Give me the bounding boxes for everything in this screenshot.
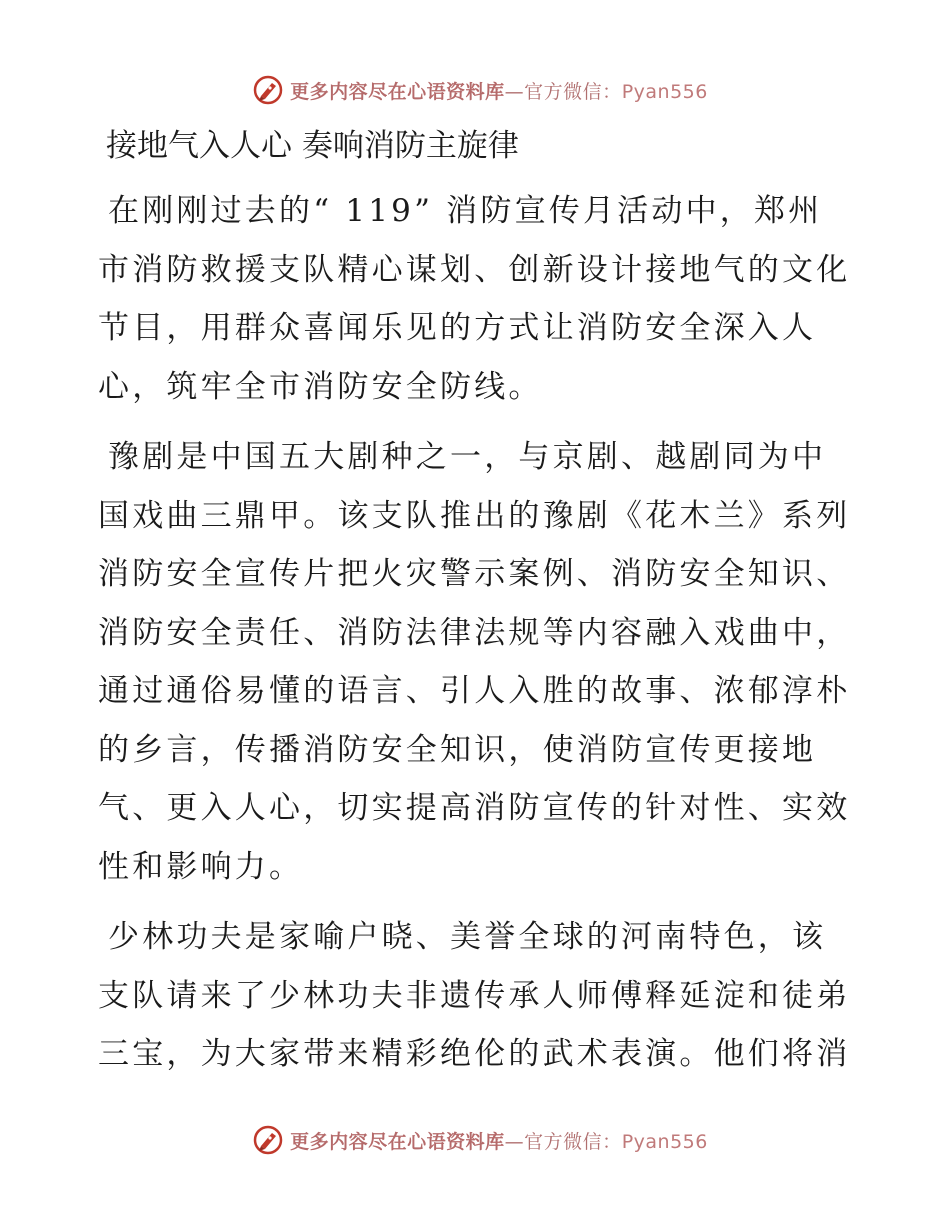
pen-nib-logo-icon: [252, 74, 284, 106]
paragraph-line: 通过通俗易懂的语言、引人入胜的故事、浓郁淳朴: [98, 673, 851, 709]
dash: —: [504, 1130, 525, 1153]
banner-text: [290, 1127, 708, 1154]
site-name: 更多内容尽在心语资料库: [290, 1130, 505, 1153]
wechat-id: Pyan556: [621, 80, 708, 103]
paragraph-3: [98, 908, 858, 1084]
dash: —: [504, 80, 525, 103]
paragraph-line: 性和影响力。: [98, 848, 304, 885]
paragraph-line: 支队请来了少林功夫非遗传承人师傅释延淀和徒弟: [98, 977, 851, 1014]
wechat-label: 官方微信：: [524, 1130, 622, 1153]
document-title: 接地气入人心 奏响消防主旋律: [106, 128, 519, 164]
paragraph-line: 三宝，为大家带来精彩绝伦的武术表演。他们将消: [98, 1036, 851, 1072]
paragraph-line: 少林功夫是家喻户晓、美誉全球的河南特色，该: [108, 919, 827, 955]
paragraph-line: 节目，用群众喜闻乐见的方式让消防安全深入人: [98, 310, 817, 346]
banner-inner: [252, 74, 708, 106]
paragraph-1: [98, 182, 858, 416]
wechat-id: Pyan556: [621, 1130, 708, 1153]
paragraph-line: 气、更入人心，切实提高消防宣传的针对性、实效: [98, 790, 851, 826]
wechat-label: 官方微信：: [524, 80, 622, 103]
paragraph-line: 消防安全宣传片把火灾警示案例、消防安全知识、: [98, 556, 851, 592]
document-body: [98, 120, 858, 1096]
paragraph-line: 市消防救援支队精心谋划、创新设计接地气的文化: [98, 251, 851, 288]
paragraph-2: [98, 428, 858, 896]
paragraph-line: 心，筑牢全市消防安全防线。: [98, 368, 543, 405]
paragraph-line: 国戏曲三鼎甲。该支队推出的豫剧《花木兰》系列: [98, 497, 851, 534]
footer-banner: [0, 1120, 950, 1160]
banner-text: [290, 77, 708, 104]
paragraph-line: 豫剧是中国五大剧种之一，与京剧、越剧同为中: [108, 439, 827, 475]
paragraph-line: 在刚刚过去的“ 119” 消防宣传月活动中，郑州: [108, 193, 823, 229]
site-name: 更多内容尽在心语资料库: [290, 80, 505, 103]
paragraph-line: 消防安全责任、消防法律法规等内容融入戏曲中，: [98, 614, 851, 651]
pen-nib-logo-icon: [252, 1124, 284, 1156]
banner-inner: [252, 1124, 708, 1156]
header-banner: [0, 70, 950, 110]
paragraph-line: 的乡言，传播消防安全知识，使消防宣传更接地: [98, 731, 817, 768]
